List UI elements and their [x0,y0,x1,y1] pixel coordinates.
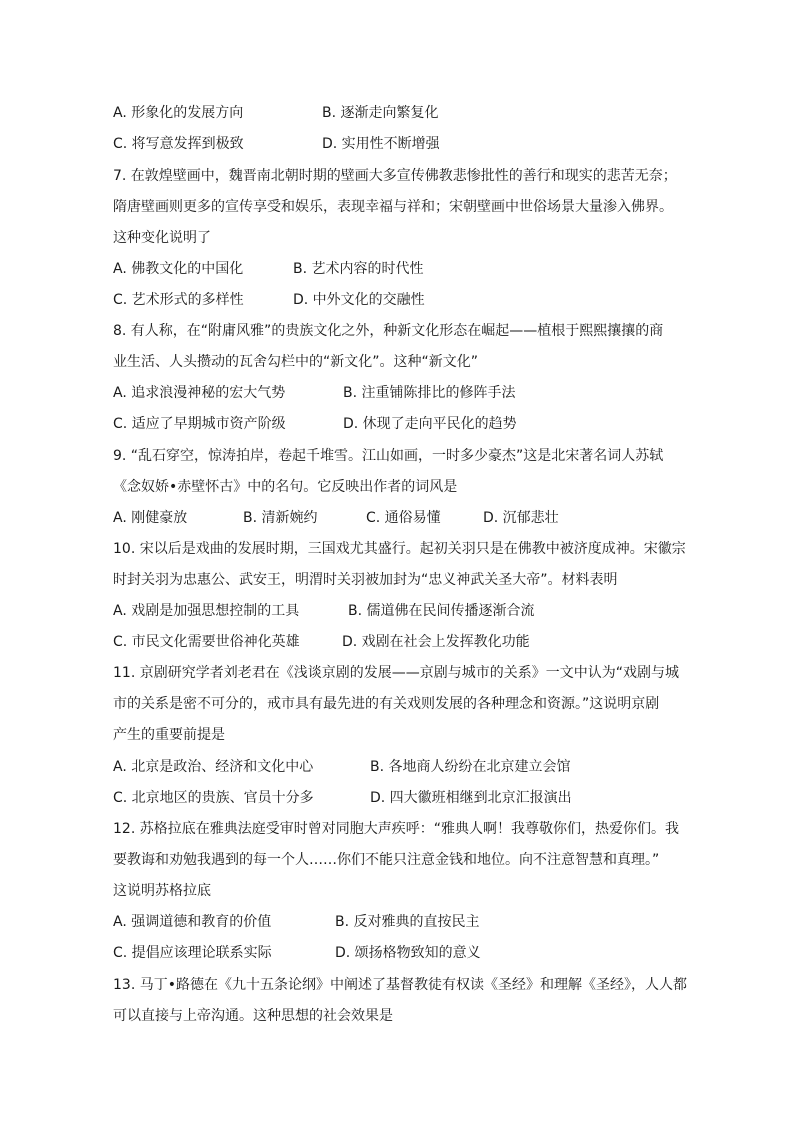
q12-stem-line-2: 要教诲和劝勉我遇到的每一个人……你们不能只注意金钱和地位。向不注意智慧和真理。” [113,852,660,868]
q11-stem-line-2: 市的关系是密不可分的，戒市具有最先进的有关戏则发展的各种理念和资源。”这说明京剧 [113,696,660,712]
q13-stem-line-1: 13. 马丁•路德在《九十五条论纲》中阐述了基督教徒有权读《圣经》和理解《圣经》，人人都 [113,977,687,993]
q7-option-b: B. 艺术内容的时代性 [293,261,424,277]
q11-option-a: A. 北京是政治、经济和文化中心 [113,759,314,775]
q10-option-a: A. 戏剧是加强思想控制的工具 [113,603,300,619]
q10-option-c: C. 市民文化需要世俗神化英雄 [113,634,300,650]
q13-stem-line-2: 可以直接与上帝沟通。这种思想的社会效果是 [113,1008,393,1024]
q7-stem-line-3: 这种变化说明了 [113,230,211,246]
q10-option-b: B. 儒道佛在民间传播逐渐合流 [348,603,535,619]
q12-option-b: B. 反对雅典的直按民主 [335,914,480,930]
q11-option-d: D. 四大徽班相继到北京汇报演出 [370,790,572,806]
q9-stem-line-2: 《念奴娇•赤壁怀古》中的名句。它反映出作者的词风是 [113,479,458,495]
q12-option-d: D. 颂扬格物致知的意义 [335,945,481,961]
q9-option-b: B. 清新婉约 [243,510,318,526]
q9-option-a: A. 刚健豪放 [113,510,188,526]
q12-stem-line-1: 12. 苏格拉底在雅典法庭受审时曾对同胞大声疾呼：“雅典人啊！我尊敬你们，热爱你们。我 [113,821,679,837]
q11-option-c: C. 北京地区的贵族、官员十分多 [113,790,314,806]
q10-option-d: D. 戏剧在社会上发挥教化功能 [342,634,530,650]
q10-stem-line-2: 时封关羽为忠惠公、武安王，明渭时关羽被加封为“忠义神武关圣大帝”。材料表明 [113,572,618,588]
q7-stem-line-2: 隋唐壁画则更多的宣传享受和娱乐，表现幸福与祥和；宋朝壁画中世俗场景大量渗入佛界。 [113,199,673,215]
prev-option-b: B. 逐渐走向繁复化 [322,105,439,121]
q8-stem-line-2: 业生活、人头攒动的瓦舍勾栏中的“新文化”。这种“新文化” [113,354,479,370]
prev-option-c: C. 将写意发挥到极致 [113,136,244,152]
q11-stem-line-3: 产生的重要前提是 [113,727,225,743]
q12-option-a: A. 强调道德和教育的价值 [113,914,272,930]
q8-option-b: B. 注重铺陈排比的修阵手法 [343,385,516,401]
q11-stem-line-1: 11. 京剧研究学者刘老君在《浅谈京剧的发展——京剧与城市的关系》一文中认为“戏剧与城 [113,665,679,681]
q9-option-c: C. 通俗易懂 [366,510,441,526]
q7-option-d: D. 中外文化的交融性 [293,292,425,308]
q12-stem-line-3: 这说明苏格拉底 [113,883,211,899]
q11-option-b: B. 各地商人纷纷在北京建立会馆 [370,759,571,775]
q8-option-c: C. 适应了早期城市资产阶级 [113,416,286,432]
q9-stem-line-1: 9. “乱石穿空，惊涛拍岸，卷起千堆雪。江山如画，一时多少豪杰”这是北宋著名词人苏轼 [113,448,664,464]
q8-stem-line-1: 8. 有人称，在“附庸风雅”的贵族文化之外，种新文化形态在崛起——植根于熙熙攘攘的商 [113,323,664,339]
q7-option-c: C. 艺术形式的多样性 [113,292,244,308]
q9-option-d: D. 沉郁悲壮 [483,510,559,526]
q8-option-a: A. 追求浪漫神秘的宏大气势 [113,385,286,401]
q7-option-a: A. 佛教文化的中国化 [113,261,244,277]
q12-option-c: C. 提倡应该理论联系实际 [113,945,272,961]
q10-stem-line-1: 10. 宋以后是戏曲的发展时期，三国戏尤其盛行。起初关羽只是在佛教中被济度成神。宋徽宗 [113,541,686,557]
prev-option-a: A. 形象化的发展方向 [113,105,244,121]
q7-stem-line-1: 7. 在敦煌壁画中，魏晋南北朝时期的壁画大多宣传佛教悲惨批性的善行和现实的悲苦无奈； [113,168,677,184]
q8-option-d: D. 休现了走向平民化的趋势 [343,416,517,432]
prev-option-d: D. 实用性不断增强 [322,136,440,152]
